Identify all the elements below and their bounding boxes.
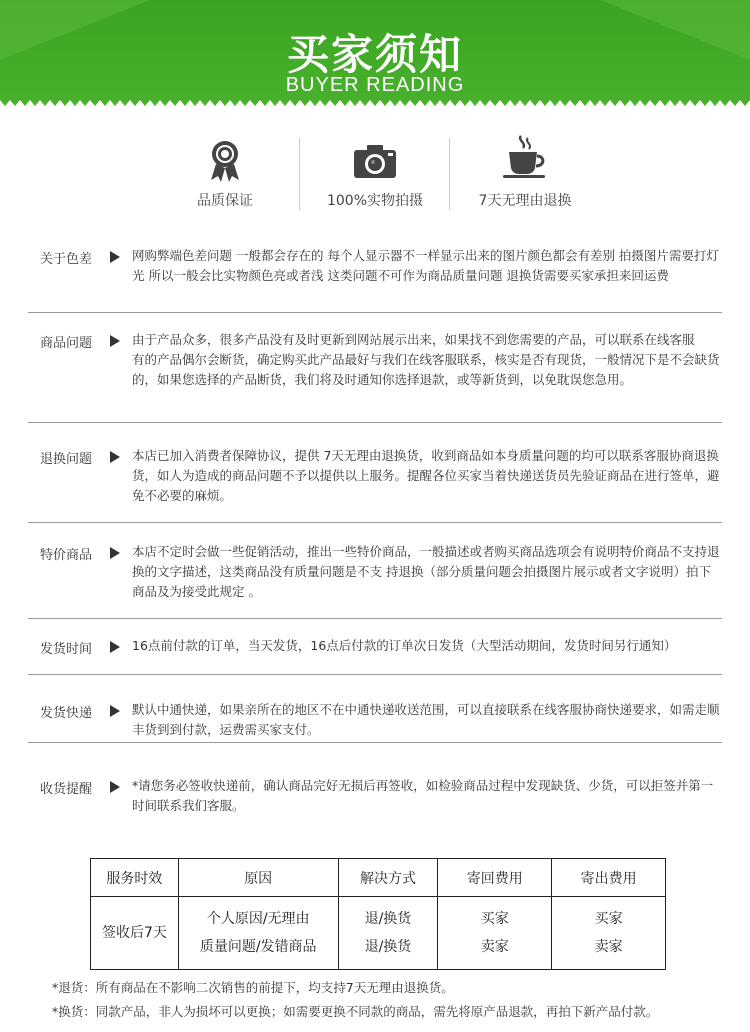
table-row bbox=[91, 897, 666, 970]
triangle-right-icon bbox=[110, 705, 120, 717]
feature-return bbox=[450, 130, 600, 220]
divider-line bbox=[28, 312, 722, 313]
feature-label: 品质保证 bbox=[197, 193, 253, 209]
rule-label: 关于色差 bbox=[40, 252, 93, 267]
table-header: 解决方式 bbox=[338, 859, 438, 897]
feature-label: 7天无理由退换 bbox=[478, 193, 572, 209]
rule-text: 默认中通快递，如果亲所在的地区不在中通快递收送范围，可以直接联系在线客服协商快递要求，如需走顺丰货到到付款，运费需买家支付。 bbox=[132, 702, 720, 737]
rule-text: 本店不定时会做一些促销活动，推出一些特价商品，一般描述或者购买商品选项会有说明特价商品不支持退换的文字描述，这类商品没有质量问题是不支 持退换（部分质量问题会拍摄图片展示或者文字说明）拍下商品及为接受此规定 。 bbox=[132, 544, 720, 599]
table-cell: 签收后7天 bbox=[91, 897, 179, 970]
divider-line bbox=[28, 674, 722, 675]
divider-line bbox=[28, 742, 722, 743]
triangle-right-icon bbox=[110, 451, 120, 463]
table-header: 寄出费用 bbox=[552, 859, 666, 897]
ribbon-badge-icon bbox=[207, 138, 243, 184]
camera-icon bbox=[352, 142, 398, 182]
triangle-right-icon bbox=[110, 641, 120, 653]
header-banner bbox=[0, 0, 750, 110]
table-cell: 退/换货 退/换货 bbox=[338, 897, 438, 970]
coffee-cup-icon bbox=[501, 134, 549, 180]
table-header: 寄回费用 bbox=[438, 859, 552, 897]
rule-text: 16点前付款的订单，当天发货，16点后付款的订单次日发货（大型活动期间，发货时间另行通知） bbox=[132, 638, 677, 653]
feature-label: 100%实物拍摄 bbox=[326, 193, 424, 209]
rule-label: 特价商品 bbox=[40, 548, 93, 563]
feature-photo bbox=[300, 130, 450, 220]
rule-text: 本店已加入消费者保障协议，提供 7天无理由退换货，收到商品如本身质量问题的均可以联系客服协商退换货，如人为造成的商品问题不予以提供以上服务。提醒各位买家当着快递送货员先验证商品在进行签单，避免不必要的麻烦。 bbox=[132, 448, 720, 503]
rule-label: 退换问题 bbox=[40, 452, 93, 467]
rule-label: 发货时间 bbox=[40, 642, 93, 657]
rule-text: 网购弊端色差问题 一般都会存在的 每个人显示器不一样显示出来的图片颜色都会有差别 拍摄图片需要打灯光 所以一般会比实物颜色亮或者浅 这类问题不可作为商品质量问题 退换货需要买家承担来回运费 bbox=[132, 248, 719, 283]
triangle-right-icon bbox=[110, 547, 120, 559]
exchange-note: *换货：同款产品，非人为损坏可以更换；如需要更换不同款的商品，需先将原产品退款，再拍下新产品付款。 bbox=[52, 1004, 659, 1019]
service-table bbox=[90, 858, 666, 970]
rule-label: 发货快递 bbox=[40, 706, 93, 721]
page-subtitle: BUYER READING bbox=[285, 74, 465, 96]
divider-line bbox=[28, 618, 722, 619]
rule-text: *请您务必签收快递前，确认商品完好无损后再签收，如检验商品过程中发现缺货、少货，可以拒签并第一时间联系我们客服。 bbox=[132, 778, 714, 813]
table-cell: 买家 卖家 bbox=[552, 897, 666, 970]
table-cell: 个人原因/无理由 质量问题/发错商品 bbox=[178, 897, 338, 970]
triangle-right-icon bbox=[110, 335, 120, 347]
divider-line bbox=[28, 422, 722, 423]
return-note: *退货：所有商品在不影响二次销售的前提下，均支持7天无理由退换货。 bbox=[52, 980, 454, 995]
triangle-right-icon bbox=[110, 781, 120, 793]
rule-label: 商品问题 bbox=[40, 336, 93, 351]
table-header: 服务时效 bbox=[91, 859, 179, 897]
page-title: 买家须知 bbox=[286, 30, 463, 79]
divider-line bbox=[28, 522, 722, 523]
feature-quality bbox=[150, 130, 300, 220]
triangle-right-icon bbox=[110, 251, 120, 263]
table-header: 原因 bbox=[178, 859, 338, 897]
rule-label: 收货提醒 bbox=[40, 782, 93, 797]
table-header-row bbox=[91, 859, 666, 897]
feature-strip bbox=[150, 130, 600, 220]
rule-text: 由于产品众多，很多产品没有及时更新到网站展示出来，如果找不到您需要的产品，可以联系在线客服 有的产品偶尔会断货，确定购买此产品最好与我们在线客服联系，核实是否有现货，一般情况下是不会缺货的，如果您选择的产品断货，我们将及时通知你选择退款，或等新货到，以免耽误您急用。 bbox=[132, 332, 720, 387]
table-cell: 买家 卖家 bbox=[438, 897, 552, 970]
